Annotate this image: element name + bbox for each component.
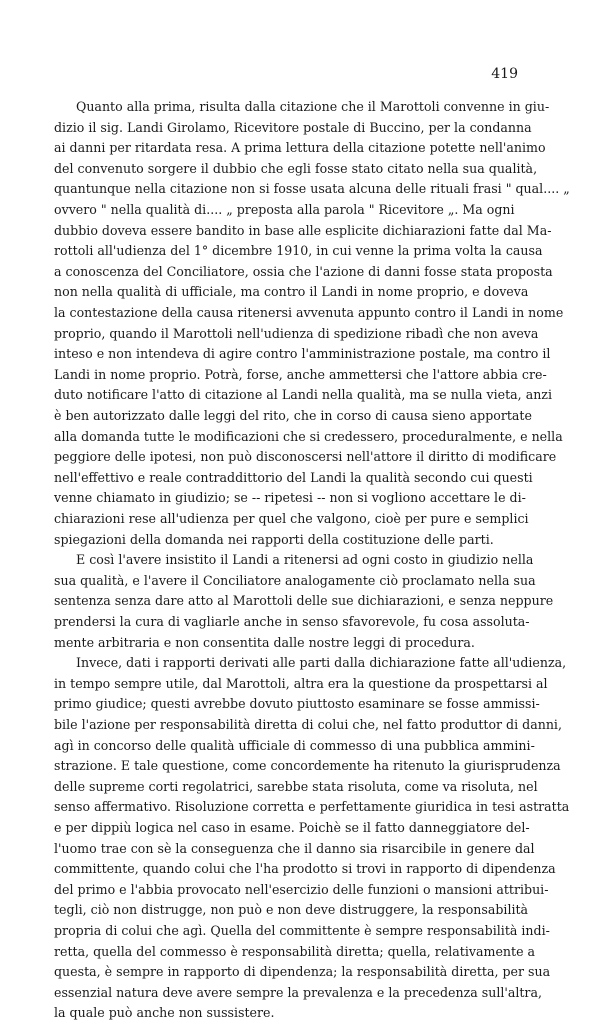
text-line: agì in concorso delle qualità ufficiale di commesso di una pubblica ammini- [54,737,535,753]
text-line: nell'effettivo e reale contraddittorio del Landi la qualità secondo cui questi [54,469,533,485]
text-line: E così l'avere insistito il Landi a ritenersi ad ogni costo in giudizio nella [76,552,534,568]
text-line: è ben autorizzato dalle leggi del rito, che in corso di causa sieno apportate [54,408,532,423]
text-line: spiegazioni della domanda nei rapporti della costituzione delle parti. [54,531,494,547]
text-line: committente, quando colui che l'ha prodotto si trovi in rapporto di dipendenza [54,861,556,877]
text-line: Invece, dati i rapporti derivati alle parti dalla dichiarazione fatte all'udienza, [76,655,567,671]
text-line: senso affermativo. Risoluzione corretta e perfettamente giuridica in tesi astratta [54,799,570,815]
text-line: duto notificare l'atto di citazione al Landi nella qualità, ma se nulla vieta, anzi [54,387,552,403]
text-line: propria di colui che agì. Quella del committente è sempre responsabilità indi- [54,923,550,938]
text-line: delle supreme corti regolatrici, sarebbe stata risoluta, come va risoluta, nel [54,778,538,794]
text-line: venne chiamato in giudizio; se -- ripetesi -- non si vogliono accettare le di- [54,490,526,506]
text-line: la contestazione della causa ritenersi avvenuta appunto contro il Landi in nome [54,305,564,320]
text-line: tegli, ciò non distrugge, non può e non deve distruggere, la responsabilità [54,902,529,918]
text-line: Quanto alla prima, risulta dalla citazione che il Marottoli convenne in giu- [76,99,550,114]
text-line: dizio il sig. Landi Girolamo, Ricevitore postale di Buccino, per la condanna [54,119,532,135]
text-line: del convenuto sorgere il dubbio che egli fosse stato citato nella sua qualità, [54,160,538,176]
text-line: sentenza senza dare atto al Marottoli delle sue dichiarazioni, e senza neppure [54,593,554,609]
text-line: e per dippiù logica nel caso in esame. Poichè se il fatto danneggiatore del- [54,820,530,835]
text-line: l'uomo trae con sè la conseguenza che il danno sia risarcibile in genere dal [54,840,535,856]
text-line: ovvero " nella qualità di.... „ preposta alla parola " Ricevitore „. Ma ogni [54,202,515,217]
text-line: rottoli all'udienza del 1° dicembre 1910, in cui venne la prima volta la causa [54,243,543,259]
text-line: alla domanda tutte le modificazioni che si credessero, proceduralmente, e nella [54,428,563,444]
text-line: proprio, quando il Marottoli nell'udienza di spedizione ribadì che non aveva [54,325,539,341]
text-line: retta, quella del commesso è responsabilità diretta; quella, relativamente a [54,943,536,959]
text-line: sua qualità, e l'avere il Conciliatore analogamente ciò proclamato nella sua [54,572,536,588]
text-line: prendersi la cura di vagliarle anche in senso sfavorevole, fu cosa assoluta- [54,614,530,629]
text-line: non nella qualità di ufficiale, ma contro il Landi in nome proprio, e doveva [54,284,529,300]
text-line: ai danni per ritardata resa. A prima lettura della citazione potette nell'animo [54,140,546,156]
text-line: questa, è sempre in rapporto di dipendenza; la responsabilità diretta, per sua [54,964,551,980]
text-line: a conoscenza del Conciliatore, ossia che l'azione di danni fosse stata proposta [54,263,553,279]
text-line: Landi in nome proprio. Potrà, forse, anche ammettersi che l'attore abbia cre- [54,366,547,382]
text-line: mente arbitraria e non consentita dalle nostre leggi di procedura. [54,634,475,650]
text-line: chiarazioni rese all'udienza per quel che valgono, cioè per pure e semplici [54,511,529,526]
text-line: in tempo sempre utile, dal Marottoli, altra era la questione da prospettarsi al [54,675,548,691]
text-line: bile l'azione per responsabilità diretta di colui che, nel fatto produttor di danni, [54,717,562,732]
text-line: del primo e l'abbia provocato nell'esercizio delle funzioni o mansioni attribui- [54,881,549,897]
text-line: primo giudice; questi avrebbe dovuto piuttosto esaminare se fosse ammissi- [54,696,540,712]
text-line: peggiore delle ipotesi, non può disconoscersi nell'attore il diritto di modificare [54,449,557,465]
text-line: strazione. E tale questione, come concordemente ha ritenuto la giurisprudenza [54,758,561,774]
text-line: essenzial natura deve avere sempre la prevalenza e la precedenza sull'altra, [54,984,542,1000]
text-line: inteso e non intendeva di agire contro l'amministrazione postale, ma contro il [54,346,551,362]
page-number: 419 [491,66,518,82]
text-line: la quale può anche non sussistere. [54,1005,275,1021]
text-line: dubbio doveva essere bandito in base alle esplicite dichiarazioni fatte dal Ma- [54,222,552,238]
text-line: quantunque nella citazione non si fosse usata alcuna delle rituali frasi " qual.... „ [54,181,570,197]
